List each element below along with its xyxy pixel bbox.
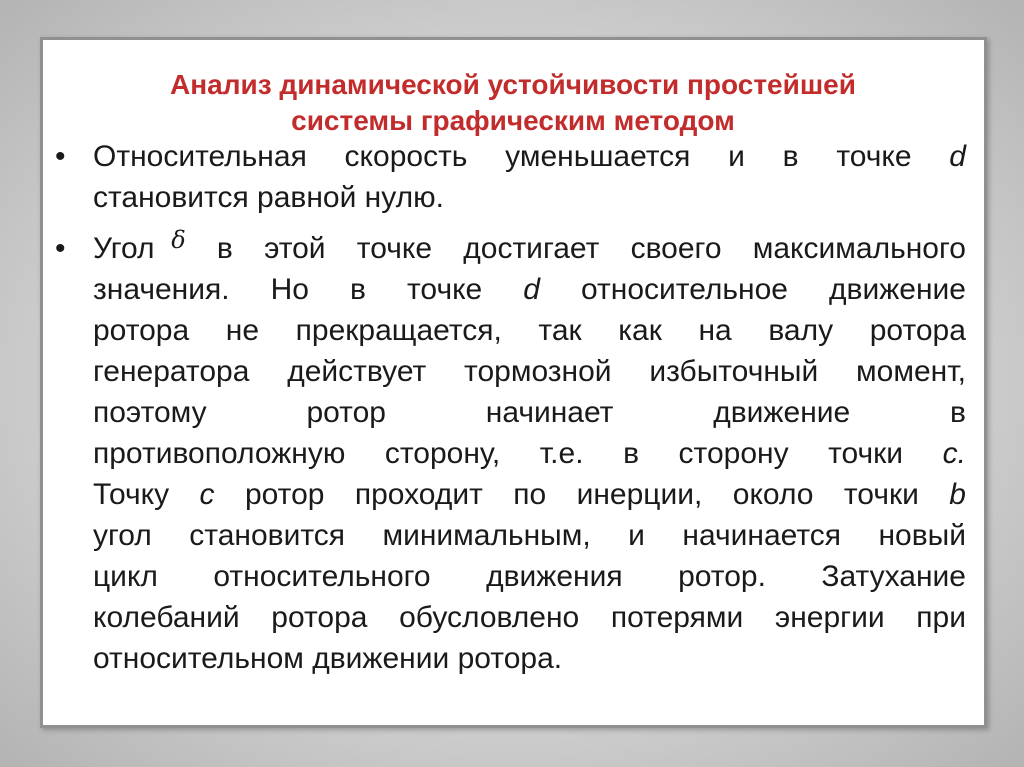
word: уменьшается	[505, 140, 691, 173]
word: в	[623, 437, 640, 470]
title-line-1: Анализ динамической устойчивости простейшей	[170, 69, 856, 100]
word-ugol: Угол	[93, 232, 155, 265]
word: ротор	[306, 396, 386, 429]
bullet2-line-10	[93, 597, 966, 638]
word: так	[538, 314, 582, 347]
word: этой	[264, 232, 326, 265]
word: действует	[287, 355, 427, 388]
word: не	[225, 314, 260, 347]
bullet2-line-1	[93, 228, 966, 269]
bullet2-line-9	[93, 556, 966, 597]
word: относительного	[213, 560, 431, 593]
word: движения	[486, 560, 623, 593]
bullet1-line-1	[93, 136, 966, 177]
word	[93, 228, 186, 269]
word: своего	[630, 232, 722, 265]
word: около	[732, 478, 814, 511]
word: по	[513, 478, 547, 511]
word: точки	[843, 478, 919, 511]
word: новый	[878, 519, 966, 552]
word: минимальным,	[382, 519, 591, 552]
word: при	[916, 601, 966, 634]
point-label-d: d	[523, 273, 540, 306]
slide-title	[103, 67, 923, 139]
word: тормозной	[464, 355, 612, 388]
word: Относительная	[93, 140, 307, 173]
bullet2-line-2	[93, 269, 966, 310]
word: угол	[93, 519, 152, 552]
word: энергии	[774, 601, 885, 634]
bullet2-line-5	[93, 392, 966, 433]
word: в	[350, 273, 366, 306]
word: в	[216, 232, 233, 265]
word: Затухание	[821, 560, 966, 593]
point-label-d: d	[949, 140, 966, 173]
title-line-2: системы графическим методом	[291, 105, 735, 136]
word: в	[950, 396, 966, 429]
word: на	[698, 314, 732, 347]
word: цикл	[93, 560, 158, 593]
word: точке	[407, 273, 483, 306]
word: Но	[270, 273, 309, 306]
word: начинает	[485, 396, 614, 429]
word: относительное	[581, 273, 788, 306]
word: движение	[713, 396, 851, 429]
word: потерями	[610, 601, 744, 634]
point-label-c: c.	[942, 437, 966, 470]
word: поэтому	[93, 396, 207, 429]
word: ротор.	[678, 560, 766, 593]
bullet-marker: •	[55, 232, 66, 265]
word: ротора	[869, 314, 966, 347]
word: сторону	[678, 437, 789, 470]
word: генератора	[93, 355, 250, 388]
word: сторону,	[384, 437, 501, 470]
word: обусловлено	[399, 601, 580, 634]
bullet2-line-3	[93, 310, 966, 351]
slide	[40, 37, 987, 728]
bullet2-line-8	[93, 515, 966, 556]
word: ротора	[93, 314, 190, 347]
word: точке	[356, 232, 433, 265]
point-label-c: c	[199, 478, 215, 511]
word: скорость	[344, 140, 468, 173]
word: ротор	[244, 478, 325, 511]
word: момент,	[856, 355, 966, 388]
word: движение	[829, 273, 966, 306]
word: противоположную	[93, 437, 346, 470]
word: и	[628, 519, 645, 552]
word: точке	[836, 140, 912, 173]
bullet-marker: •	[55, 140, 66, 173]
word: т.е.	[539, 437, 584, 470]
word: начинается	[682, 519, 841, 552]
word: инерции,	[576, 478, 703, 511]
word: достигает	[463, 232, 600, 265]
word: Точку	[93, 478, 170, 511]
word: значения.	[93, 273, 230, 306]
bullet2-line-6	[93, 433, 966, 474]
word: избыточный	[649, 355, 819, 388]
bullet2-line-7	[93, 474, 966, 515]
word: колебаний	[93, 601, 240, 634]
word: как	[618, 314, 662, 347]
bullet1-line-2: становится равной нулю.	[93, 181, 444, 214]
word: проходит	[354, 478, 483, 511]
word: прекращается,	[295, 314, 502, 347]
word: и	[728, 140, 745, 173]
word: в	[782, 140, 799, 173]
word: валу	[768, 314, 834, 347]
delta-symbol: δ	[171, 226, 186, 254]
word: становится	[189, 519, 345, 552]
point-label-b: b	[949, 478, 966, 511]
word: максимального	[752, 232, 966, 265]
word: точки	[828, 437, 904, 470]
bullet2-line-11: относительном движении ротора.	[93, 642, 563, 675]
word: ротора	[271, 601, 368, 634]
bullet2-line-4	[93, 351, 966, 392]
